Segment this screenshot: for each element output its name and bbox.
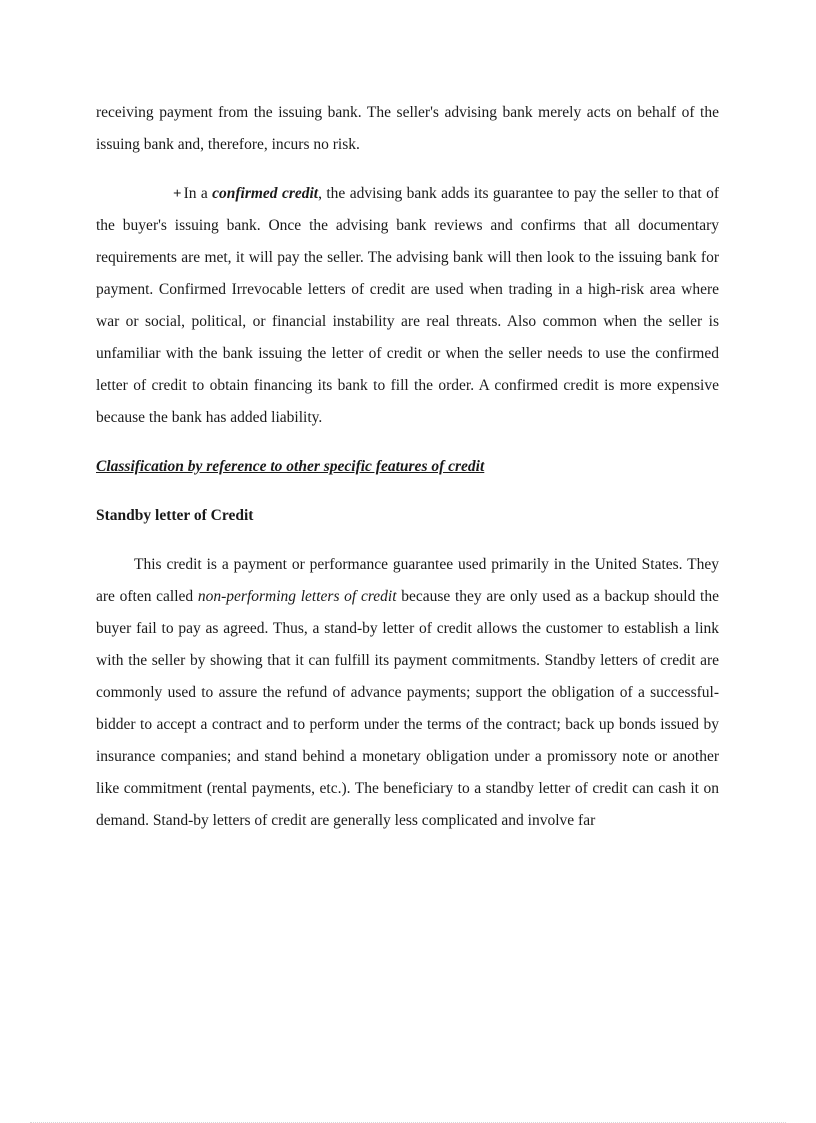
section-heading: Classification by reference to other specific features of credit xyxy=(96,458,485,475)
paragraph-issuing-bank-risk: receiving payment from the issuing bank. The seller's advising bank merely acts on behalf of the issuing bank and, therefore, incurs no risk. xyxy=(96,104,719,153)
paragraph-confirmed-credit xyxy=(96,178,719,434)
standby-term: non-performing letters of credit xyxy=(197,588,397,605)
document-page xyxy=(96,97,719,837)
confirmed-credit-body: , the advising bank adds its guarantee to pay the seller to that of the buyer's issuing bank. Once the advising bank reviews and confirms that all documentary requirements are met, it will pay the seller. The advising bank will then look to the issuing bank for payment. Confirmed Irrevocable letters of credit are used when trading in a high-risk area where war or social, political, or financial instability are real threats. Also common when the seller is unfamiliar with the bank issuing the letter of credit or when the seller needs to use the confirmed letter of credit to obtain financing its bank to fill the order. A confirmed credit is more expensive because the bank has added liability. xyxy=(96,185,720,426)
standby-lead: This credit is a payment or performance guarantee used primarily in the United States. They are often called xyxy=(96,556,719,605)
paragraph-standby-credit xyxy=(96,549,719,837)
standby-body: because they are only used as a backup should the buyer fail to pay as agreed. Thus, a stand-by letter of credit allows the customer to establish a link with the seller by showing that it can fulfill its payment commitments. Standby letters of credit are commonly used to assure the refund of advance payments; support the obligation of a successful-bidder to accept a contract and to perform under the terms of the contract; back up bonds issued by insurance companies; and stand behind a monetary obligation under a promissory note or another like commitment (rental payments, etc.). The beneficiary to a standby letter of credit can cash it on demand. Stand-by letters of credit are generally less complicated and involve far xyxy=(96,588,719,829)
sub-heading-standby: Standby letter of Credit xyxy=(96,507,254,524)
confirmed-credit-lead: In a xyxy=(183,185,213,202)
bullet-plus-icon: + xyxy=(173,186,182,202)
confirmed-credit-term: confirmed credit xyxy=(212,185,319,202)
